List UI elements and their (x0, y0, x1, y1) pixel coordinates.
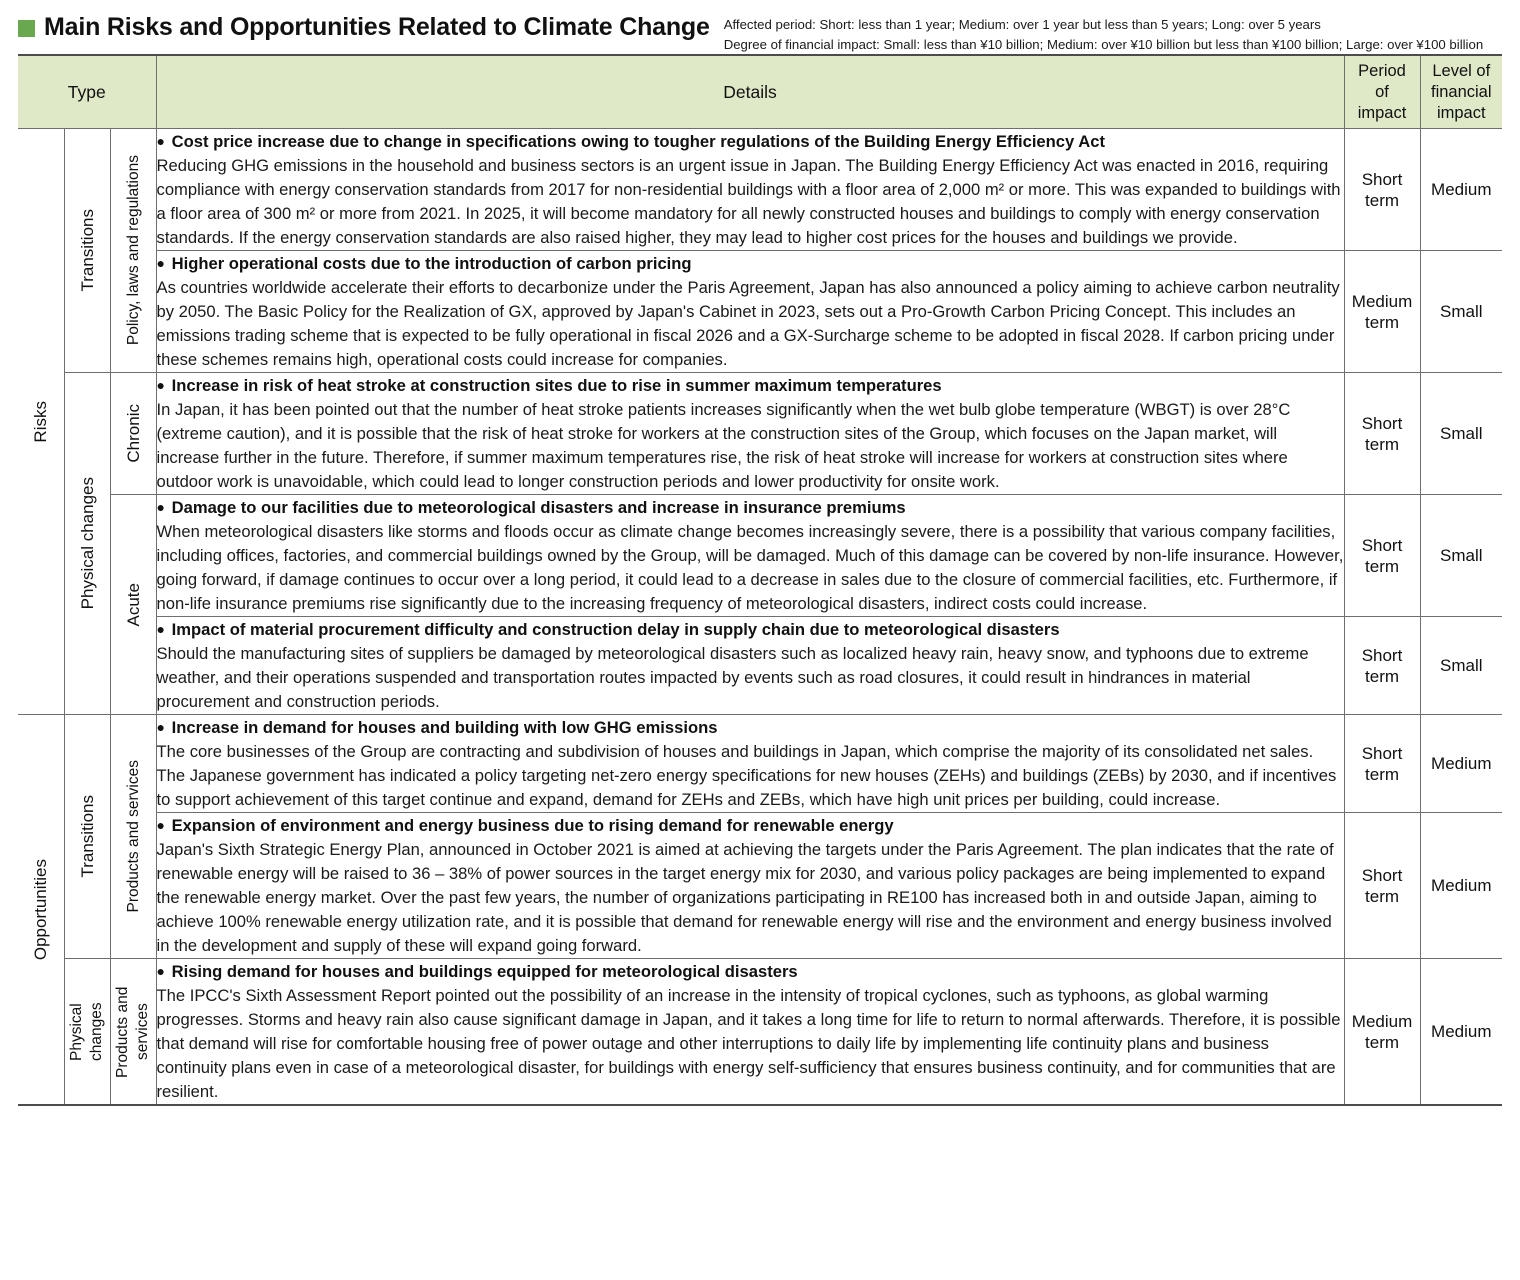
level-of-impact-cell: Medium (1420, 959, 1502, 1106)
detail-heading (157, 251, 1344, 276)
header-period-line-1: Period (1358, 61, 1406, 80)
detail-cell (156, 373, 1344, 495)
level-of-impact-cell: Small (1420, 495, 1502, 617)
subsubcategory-chronic-label: Chronic (123, 404, 143, 463)
bullet-icon: ● (156, 377, 165, 393)
period-line-1: Short (1361, 865, 1403, 885)
period-line-2: term (1365, 666, 1400, 686)
detail-heading-text: Impact of material procurement difficulty and construction delay in supply chain due to meteorological disasters (171, 620, 1060, 639)
period-line-2: term (1365, 556, 1400, 576)
subsubcategory-chronic (110, 373, 156, 495)
detail-cell (156, 813, 1344, 959)
detail-heading-text: Cost price increase due to change in specifications owing to tougher regulations of the Building Energy Efficiency Act (171, 132, 1105, 151)
period-of-impact-cell (1344, 495, 1420, 617)
detail-heading (157, 813, 1344, 838)
period-line-2: term (1365, 312, 1400, 332)
period-line-1: Medium (1351, 291, 1413, 311)
detail-cell (156, 959, 1344, 1106)
page-header (18, 0, 1502, 50)
period-line-2: term (1365, 1032, 1400, 1052)
table-row (18, 251, 1502, 373)
subsubcategory-policy-laws-label: Policy, laws and regulations (124, 155, 142, 346)
detail-heading-text: Expansion of environment and energy business due to rising demand for renewable energy (171, 816, 894, 835)
table-row (18, 495, 1502, 617)
detail-heading-text: Damage to our facilities due to meteorological disasters and increase in insurance premiums (171, 498, 906, 517)
detail-cell (156, 251, 1344, 373)
note-affected-period: Affected period: Short: less than 1 year; Medium: over 1 year but less than 5 years; Long: over 5 years (723, 17, 1321, 32)
header-period-of-impact (1344, 55, 1420, 129)
table-row (18, 129, 1502, 251)
header-period-line-2: of (1375, 82, 1389, 101)
category-opportunities (18, 715, 64, 1106)
period-of-impact-cell (1344, 129, 1420, 251)
header-type: Type (18, 55, 156, 129)
detail-body: As countries worldwide accelerate their efforts to decarbonize under the Paris Agreement, Japan has also announced a policy aiming to achieve carbon neutrality by 2050. The Basic Policy for the Realization of GX, approved by Japan's Cabinet in 2023, sets out a Pro-Growth Carbon Pricing Concept. This includes an emissions trading scheme that is expected to be fully operational in fiscal 2026 and a GX-Surcharge scheme to be adopted in fiscal 2028. If carbon pricing under these schemes remains high, operational costs could increase for companies. (156, 278, 1340, 369)
period-line-2: term (1365, 434, 1400, 454)
period-line-2: term (1365, 764, 1400, 784)
detail-cell (156, 715, 1344, 813)
subsubcategory-products-services (110, 715, 156, 959)
category-opportunities-label: Opportunities (31, 858, 51, 961)
subsubcategory-products-services-label: Products and services (124, 760, 142, 913)
period-line-1: Short (1361, 413, 1403, 433)
detail-cell (156, 495, 1344, 617)
level-of-impact-cell: Medium (1420, 813, 1502, 959)
period-line-2: term (1365, 190, 1400, 210)
category-risks-label: Risks (31, 400, 51, 443)
detail-body: When meteorological disasters like storms and floods occur as climate change becomes increasingly severe, there is a possibility that various company facilities, including offices, factories, and commercial buildings owned by the Group, will be damaged. Much of this damage can be covered by non-life insurance. However, going forward, if damage continues to occur over a long period, it could lead to a decrease in sales due to the closure of commercial facilities, etc. Furthermore, if non-life insurance premiums rise significantly due to the increasing frequency of meteorological disasters, indirect costs could increase. (156, 522, 1344, 613)
period-of-impact-cell (1344, 373, 1420, 495)
header-details: Details (156, 55, 1344, 129)
bullet-icon: ● (156, 817, 165, 833)
header-period-line-3: impact (1357, 103, 1407, 122)
table-row (18, 373, 1502, 495)
subcategory-physical-changes-label: Physical changes (77, 477, 97, 610)
detail-body: The IPCC's Sixth Assessment Report pointed out the possibility of an increase in the intensity of tropical cyclones, such as typhoons, as global warming progresses. Storms and heavy rain also cause significant damage in Japan, and it takes a long time for life to return to normal afterwards. Therefore, it is possible that demand will rise for comfortable housing free of power outage and other interruptions to daily life by implementing life continuity plans and business continuity plans even in case of a meteorological disaster, for buildings with energy self-sufficiency that ensures business continuity, and for communities that are resilient. (156, 986, 1341, 1101)
subcategory-transitions-opportunities (64, 715, 110, 959)
subsubcategory-acute-label: Acute (123, 582, 143, 627)
climate-risks-opportunities-table (18, 54, 1502, 1106)
period-of-impact-cell (1344, 715, 1420, 813)
detail-heading (157, 129, 1344, 154)
table-row (18, 959, 1502, 1106)
period-of-impact-cell (1344, 617, 1420, 715)
period-line-1: Short (1361, 645, 1403, 665)
header-level-line-3: impact (1436, 103, 1486, 122)
subsubcategory-products-services-2 (110, 959, 156, 1106)
period-of-impact-cell (1344, 959, 1420, 1106)
bullet-icon: ● (156, 133, 165, 149)
period-of-impact-cell (1344, 813, 1420, 959)
subcategory-transitions-label: Transitions (77, 209, 97, 292)
category-risks (18, 129, 64, 715)
detail-heading-text: Higher operational costs due to the introduction of carbon pricing (171, 254, 692, 273)
level-of-impact-cell: Small (1420, 617, 1502, 715)
subcategory-transitions-label: Transitions (77, 795, 97, 878)
table-row (18, 813, 1502, 959)
period-line-1: Short (1361, 169, 1403, 189)
table-row (18, 715, 1502, 813)
level-of-impact-cell: Small (1420, 251, 1502, 373)
subcategory-physical-changes-opportunities (64, 959, 110, 1106)
period-line-1: Medium (1351, 1011, 1413, 1031)
table-row (18, 617, 1502, 715)
legend-notes (724, 12, 1502, 55)
bullet-icon: ● (156, 963, 165, 979)
note-financial-impact: Degree of financial impact: Small: less than ¥10 billion; Medium: over ¥10 billion but less than ¥100 billion; Large: over ¥100 billion (723, 37, 1484, 52)
detail-heading (157, 495, 1344, 520)
detail-body: The core businesses of the Group are contracting and subdivision of houses and buildings in Japan, which comprise the majority of its consolidated net sales. The Japanese government has indicated a policy targeting net-zero energy specifications for new houses (ZEHs) and buildings (ZEBs) by 2030, and if incentives to support achievement of this target continue and expand, demand for ZEHs and ZEBs, which have high unit prices per building, could increase. (156, 742, 1337, 809)
detail-heading-text: Increase in risk of heat stroke at construction sites due to rise in summer maximum temperatures (171, 376, 942, 395)
detail-cell (156, 617, 1344, 715)
detail-heading (157, 617, 1344, 642)
period-of-impact-cell (1344, 251, 1420, 373)
detail-heading (157, 715, 1344, 740)
section-marker-icon (18, 20, 35, 37)
detail-heading-text: Rising demand for houses and buildings equipped for meteorological disasters (171, 962, 798, 981)
level-of-impact-cell: Small (1420, 373, 1502, 495)
detail-body: Should the manufacturing sites of suppliers be damaged by meteorological disasters such as localized heavy rain, heavy snow, and typhoons due to extreme weather, and their operations suspended and transportation routes impacted by events such as road closures, it could result in hindrances in material procurement and construction periods. (156, 644, 1309, 711)
header-level-line-2: financial (1430, 82, 1492, 101)
subsubcategory-acute (110, 495, 156, 715)
detail-heading (157, 373, 1344, 398)
header-level-line-1: Level of (1432, 61, 1491, 80)
bullet-icon: ● (156, 499, 165, 515)
header-level-of-financial-impact (1420, 55, 1502, 129)
level-of-impact-cell: Medium (1420, 129, 1502, 251)
subsubcategory-products-services-label: Products and services (114, 985, 151, 1078)
bullet-icon: ● (156, 621, 165, 637)
table-header-row (18, 55, 1502, 129)
period-line-1: Short (1361, 743, 1403, 763)
period-line-1: Short (1361, 535, 1403, 555)
period-line-2: term (1365, 886, 1400, 906)
subcategory-physical-changes-risks (64, 373, 110, 715)
detail-body: Japan's Sixth Strategic Energy Plan, announced in October 2021 is aimed at achieving the targets under the Paris Agreement. The plan indicates that the rate of renewable energy will be raised to 36 – 38% of power sources in the target energy mix for 2030, and various policy packages are being implemented to expand the renewable energy market. Over the past few years, the number of organizations participating in RE100 has increased both in and outside Japan, aiming to achieve 100% renewable energy utilization rate, and it is possible that demand for renewable energy will rise and the environment and energy business involved in the development and supply of these will expand going forward. (156, 840, 1334, 955)
subcategory-physical-changes-label: Physical changes (68, 1002, 105, 1061)
page-title: Main Risks and Opportunities Related to Climate Change (44, 13, 710, 41)
bullet-icon: ● (156, 719, 165, 735)
detail-cell (156, 129, 1344, 251)
subsubcategory-policy-laws (110, 129, 156, 373)
subcategory-transitions-risks (64, 129, 110, 373)
detail-body: Reducing GHG emissions in the household and business sectors is an urgent issue in Japan. The Building Energy Efficiency Act was enacted in 2016, requiring compliance with energy conservation standards from 2017 for non-residential buildings with a floor area of 2,000 m² or more. This was expanded to buildings with a floor area of 300 m² or more from 2021. In 2025, it will become mandatory for all newly constructed houses and buildings to comply with energy conservation standards. If the energy conservation standards are also raised higher, they may lead to higher cost prices for the houses and buildings we provide. (156, 156, 1341, 247)
detail-body: In Japan, it has been pointed out that the number of heat stroke patients increases significantly when the wet bulb globe temperature (WBGT) is over 28°C (extreme caution), and it is possible that the risk of heat stroke for workers at the construction sites of the Group, which focuses on the Japan market, will increase further in the future. Therefore, if summer maximum temperatures rise, the risk of heat stroke will increase for workers at construction sites where outdoor work is unavoidable, which could lead to longer construction periods and lower productivity for onsite work. (156, 400, 1291, 491)
bullet-icon: ● (156, 255, 165, 271)
detail-heading (157, 959, 1344, 984)
detail-heading-text: Increase in demand for houses and building with low GHG emissions (171, 718, 718, 737)
level-of-impact-cell: Medium (1420, 715, 1502, 813)
